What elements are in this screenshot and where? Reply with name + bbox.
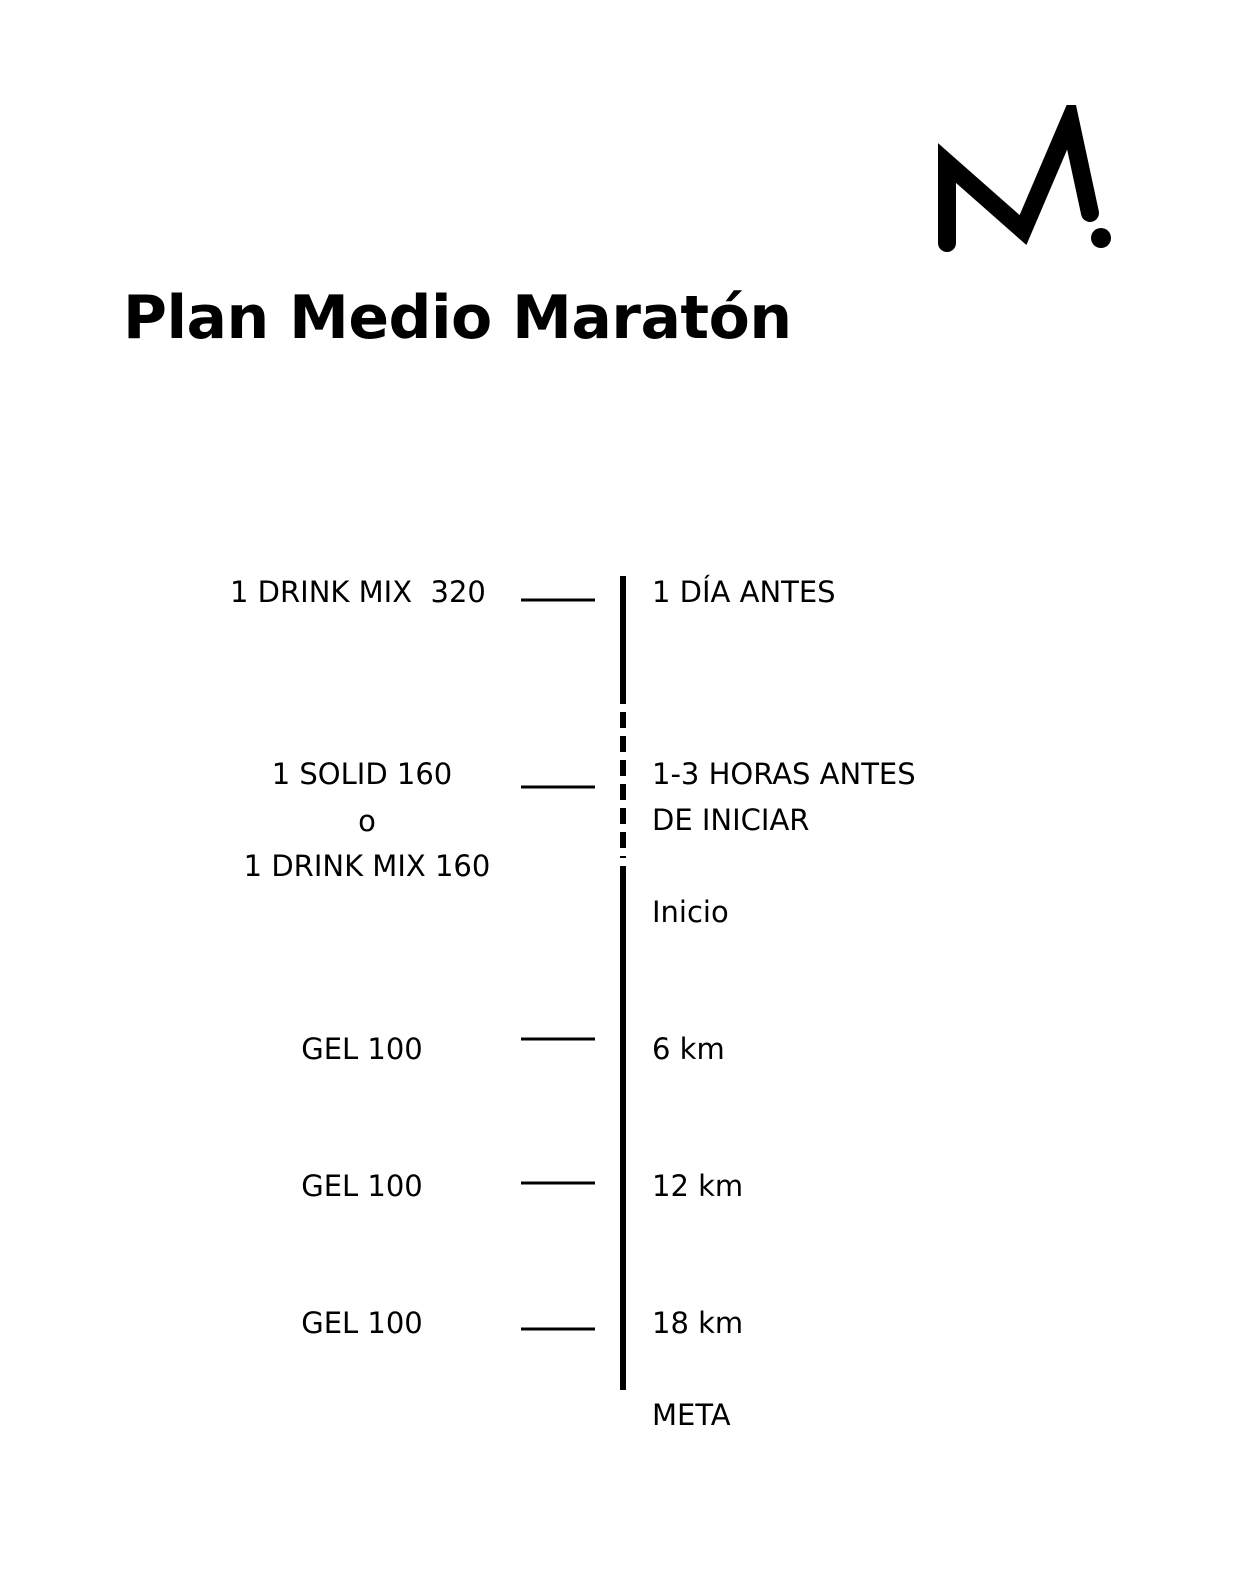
when-1-day-before: 1 DÍA ANTES (652, 575, 836, 609)
when-finish: META (652, 1398, 731, 1432)
item-drink-mix-160: 1 DRINK MIX 160 (243, 849, 491, 883)
when-start: Inicio (652, 895, 729, 929)
when-1-3-hours-before-line2: DE INICIAR (652, 803, 810, 837)
item-or-separator: o (358, 804, 376, 838)
item-gel-18km: GEL 100 (301, 1306, 423, 1340)
item-gel-6km: GEL 100 (301, 1032, 423, 1066)
when-18km: 18 km (652, 1306, 744, 1340)
item-drink-mix-320: 1 DRINK MIX 320 (230, 575, 486, 609)
when-6km: 6 km (652, 1032, 725, 1066)
item-solid-160: 1 SOLID 160 (271, 757, 453, 791)
when-12km: 12 km (652, 1169, 744, 1203)
item-gel-12km: GEL 100 (301, 1169, 423, 1203)
when-1-3-hours-before-line1: 1-3 HORAS ANTES (652, 757, 916, 791)
page-title: Plan Medio Maratón (123, 283, 792, 353)
